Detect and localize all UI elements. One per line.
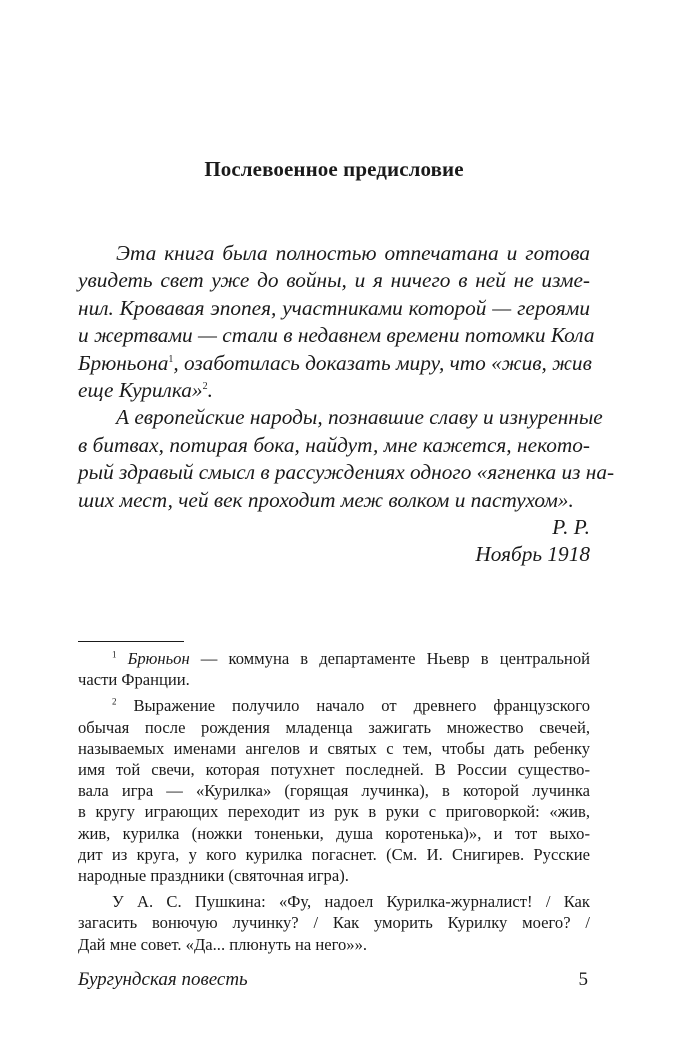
preface-text <box>78 240 615 569</box>
footnote-2-line: жив, курилка (ножки тоненьки, душа коротенька)», и тот выхо- <box>78 823 590 843</box>
page-number: 5 <box>578 969 588 990</box>
running-title: Бургундская повесть <box>78 969 248 990</box>
preface-line: и жертвами — стали в недавнем времени потомки Кола <box>78 323 595 348</box>
author-signature: Р. Р. <box>552 515 590 540</box>
footnote-divider <box>78 641 184 642</box>
footnote-text-fragment: — коммуна в департаменте Ньевр в центральной <box>189 649 590 668</box>
preface-line: Эта книга была полностью отпечатана и готова <box>116 241 590 265</box>
footnotes <box>78 648 590 955</box>
footnote-2-line: называемых именами ангелов и святых с тем, чтобы дать ребенку <box>78 738 590 758</box>
footnote-text-fragment: Выражение получило начало от древнего французского <box>116 696 590 716</box>
footnote-2-line: обычая после рождения младенца зажигать множество свечей, <box>78 717 590 737</box>
footnote-2-pushkin-line: У А. С. Пушкина: «Фу, надоел Курилка-журналист! / Как <box>112 892 590 912</box>
preface-line <box>78 377 590 404</box>
preface-line: ших мест, чей век проходит меж волком и пастухом». <box>78 487 574 512</box>
footnote-ref-2: 2 <box>202 380 208 392</box>
footnote-2-line: в кругу играющих переходит из рук в руки с приговоркой: «жив, <box>78 802 590 822</box>
footnote-2-line: дит из круга, у кого курилка погаснет. (См. И. Снигирев. Русские <box>78 844 590 864</box>
book-page <box>78 0 615 1063</box>
footnote-mark-2: 2 <box>112 696 117 707</box>
footnote-2-line: народные праздники (святочная игра). <box>78 866 349 886</box>
preface-line: А европейские народы, познавшие славу и изнуренные <box>116 405 603 430</box>
preface-line: рый здравый смысл в рассуждениях одного «ягненка из на- <box>78 460 615 485</box>
preface-line: в битвах, потирая бока, найдут, мне кажется, некото- <box>78 432 590 457</box>
preface-text-fragment: , озаботилась доказать миру, что «жив, жив <box>173 350 592 375</box>
footnote-2-pushkin-line: загасить вонючую лучинку? / Как уморить Курилку моего? / <box>78 913 590 933</box>
footnote-2-line <box>78 695 590 716</box>
preface-date: Ноябрь 1918 <box>475 542 590 567</box>
preface-line: нил. Кровавая эпопея, участниками которой — героями <box>78 295 590 320</box>
footnote-1-line: части Франции. <box>78 670 190 690</box>
footnote-term: Брюньон <box>127 649 190 668</box>
preface-text-fragment: еще Курилка» <box>78 378 203 403</box>
footnote-2-line: имя той свечи, которая потухнет последней. В России существо- <box>78 760 590 780</box>
footnote-ref-1: 1 <box>168 353 174 365</box>
chapter-title: Послевоенное предисловие <box>204 157 464 181</box>
footnote-2-line: вала игра — «Курилка» (горящая лучинка), в которой лучинка <box>78 781 590 801</box>
preface-text-fragment: Брюньона <box>78 350 169 375</box>
footnote-2-pushkin-line: Дай мне совет. «Да... плюнуть на него»». <box>78 934 368 954</box>
footnote-1-line <box>78 648 590 669</box>
footnote-mark-1: 1 <box>112 649 117 660</box>
preface-text-fragment: . <box>207 378 213 403</box>
preface-line <box>78 350 590 377</box>
preface-line: увидеть свет уже до войны, и я ничего в ней не изме- <box>78 268 590 293</box>
